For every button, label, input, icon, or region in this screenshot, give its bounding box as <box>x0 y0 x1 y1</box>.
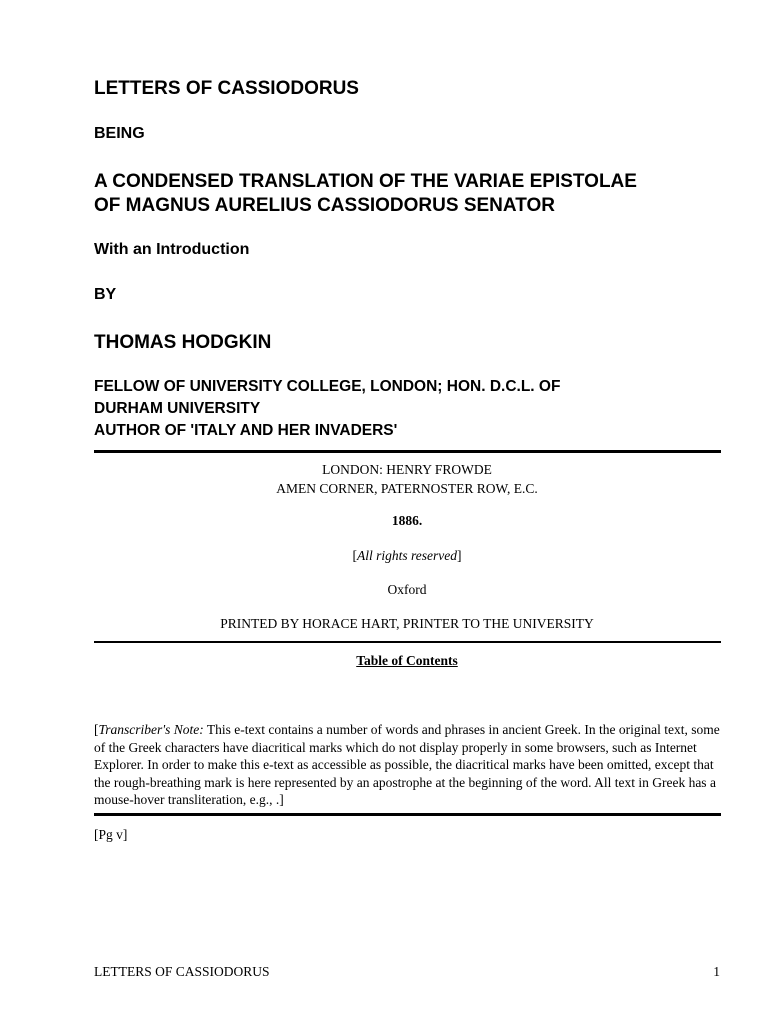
horizontal-rule <box>94 641 721 643</box>
print-place: Oxford <box>387 582 427 597</box>
publication-year: 1886. <box>391 513 423 528</box>
printer-line: PRINTED BY HORACE HART, PRINTER TO THE UNIVERSITY <box>220 616 594 631</box>
toc-link-container <box>94 653 720 669</box>
footer-page-number: 1 <box>713 964 720 979</box>
rights-notice: [All rights reserved] <box>352 548 462 563</box>
being-label: BEING <box>94 125 145 142</box>
transcriber-note: [Transcriber's Note: This e-text contains a number of words and phrases in ancient Greek. In the original text, some of the Greek characters have diacritical marks which do not display properly in some browsers, such as Internet Explorer. In order to make this e-text as accessible as possible, the diacritical marks have been omitted, except that the rough-breathing mark is here represented by an apostrophe at the beginning of the word. All text in Greek has a mouse-hover transliteration, e.g., .] <box>94 722 720 807</box>
author-name: THOMAS HODGKIN <box>94 332 272 353</box>
footer-running-title: LETTERS OF CASSIODORUS <box>94 964 270 979</box>
book-title: LETTERS OF CASSIODORUS <box>94 78 359 99</box>
page-marker: [Pg v] <box>94 827 128 842</box>
subtitle-line-1: A CONDENSED TRANSLATION OF THE VARIAE EPISTOLAE <box>94 171 637 192</box>
subtitle-line-2: OF MAGNUS AURELIUS CASSIODORUS SENATOR <box>94 195 555 216</box>
publisher-line-1: LONDON: HENRY FROWDE <box>322 462 492 477</box>
table-of-contents-link[interactable]: Table of Contents <box>356 653 458 668</box>
author-credential-line: FELLOW OF UNIVERSITY COLLEGE, LONDON; HON. D.C.L. OF <box>94 378 561 395</box>
horizontal-rule <box>94 813 721 816</box>
introduction-label: With an Introduction <box>94 241 250 258</box>
by-label: BY <box>94 286 117 303</box>
publisher-line-2: AMEN CORNER, PATERNOSTER ROW, E.C. <box>276 481 538 496</box>
author-credential-line: AUTHOR OF 'ITALY AND HER INVADERS' <box>94 422 398 439</box>
horizontal-rule <box>94 450 721 453</box>
author-credential-line: DURHAM UNIVERSITY <box>94 400 261 417</box>
